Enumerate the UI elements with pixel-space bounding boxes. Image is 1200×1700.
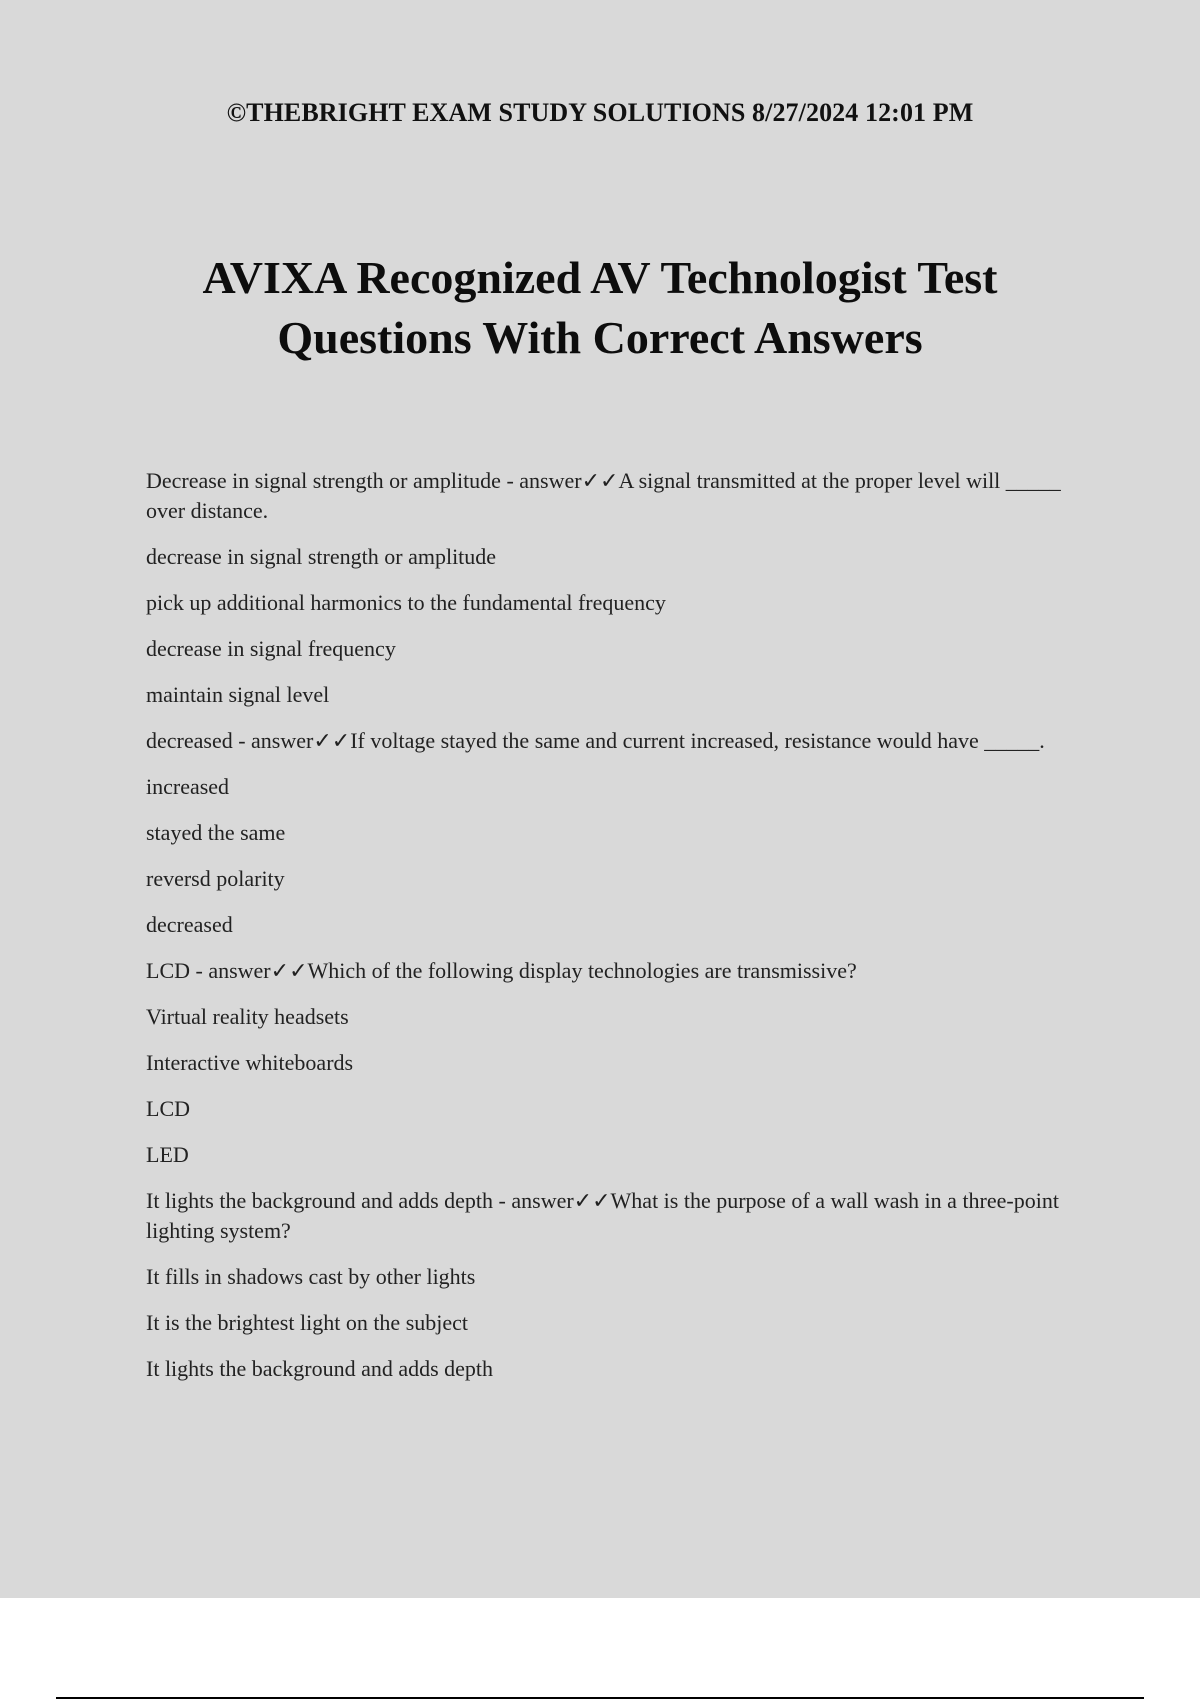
answer-option: decrease in signal strength or amplitude [146, 544, 497, 569]
question-block [146, 466, 1096, 710]
answer-option: reversd polarity [146, 866, 285, 891]
answer-option: increased [146, 774, 230, 799]
answer-option: decreased [146, 912, 233, 937]
answer-option: LCD [146, 1096, 190, 1121]
question-block [146, 956, 1096, 1170]
answer-option: Virtual reality headsets [146, 1004, 349, 1029]
question-text: decreased - answer✓✓If voltage stayed the same and current increased, resistance would have _____. [146, 728, 1045, 753]
answer-option: It is the brightest light on the subject [146, 1310, 469, 1335]
answer-option: It fills in shadows cast by other lights [146, 1264, 476, 1289]
answer-option: stayed the same [146, 820, 286, 845]
page-header: ©THEBRIGHT EXAM STUDY SOLUTIONS 8/27/2024 12:01 PM [226, 98, 974, 127]
answer-option: decrease in signal frequency [146, 636, 396, 661]
document-title [100, 248, 1100, 368]
answer-option: LED [146, 1142, 189, 1167]
answer-option: It lights the background and adds depth [146, 1356, 494, 1381]
answer-option: Interactive whiteboards [146, 1050, 354, 1075]
answer-option: maintain signal level [146, 682, 330, 707]
question-text: LCD - answer✓✓Which of the following display technologies are transmissive? [146, 958, 857, 983]
question-text: It lights the background and adds depth - answer✓✓What is the purpose of a wall wash in a three-point lighting system? [146, 1188, 1059, 1243]
title-line-2: Questions With Correct Answers [277, 312, 923, 363]
question-block [146, 726, 1096, 940]
answer-option: pick up additional harmonics to the fundamental frequency [146, 590, 666, 615]
question-text: Decrease in signal strength or amplitude - answer✓✓A signal transmitted at the proper level will _____ over distance. [146, 468, 1061, 523]
question-list [146, 466, 1096, 1400]
title-line-1: AVIXA Recognized AV Technologist Test [202, 252, 998, 303]
question-block [146, 1186, 1096, 1384]
page-divider [56, 1697, 1144, 1699]
